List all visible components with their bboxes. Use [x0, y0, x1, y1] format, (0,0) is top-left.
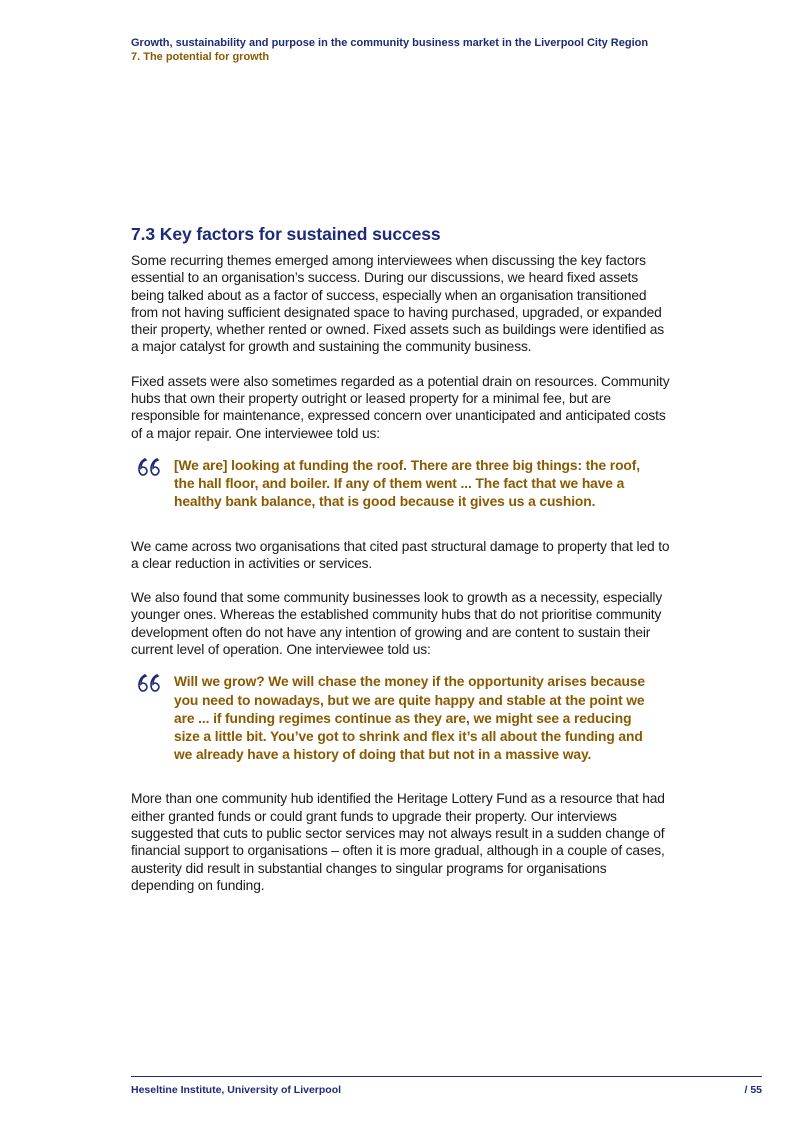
chapter-title: 7. The potential for growth [131, 51, 270, 63]
paragraph-5: More than one community hub identified the Heritage Lottery Fund as a resource that had either granted funds or could grant funds to upgrade their property. Our interviews suggested that cuts to public sector services may not always result in a sudden change of financial support to organisations – often it is more gradual, although in a couple of cases, austerity did result in substantial changes to singular programs for organisations depending on funding. [131, 791, 665, 893]
page-number: / 55 [744, 1084, 762, 1096]
pull-quote-1 [131, 457, 654, 512]
running-header [131, 36, 751, 64]
quote-marks-icon [136, 673, 162, 693]
document-title: Growth, sustainability and purpose in the community business market in the Liverpool City Region [131, 37, 649, 49]
pull-quote-2 [131, 673, 654, 764]
paragraph-3: We came across two organisations that cited past structural damage to property that led to a clear reduction in activities or services. [131, 538, 670, 571]
footer-divider [131, 1076, 762, 1077]
paragraph-2: Fixed assets were also sometimes regarded as a potential drain on resources. Community hubs that own their property outright or leased property for a minimal fee, but are responsible for maintenance, expressed concern over unanticipated and anticipated costs of a major repair. One interviewee told us: [131, 373, 670, 441]
paragraph-4: We also found that some community businesses look to growth as a necessity, especially younger ones. Whereas the established community hubs that do not prioritise community development often do not have any intention of growing and are content to sustain their current level of operation. One interviewee told us: [131, 590, 663, 658]
section-heading: 7.3 Key factors for sustained success [131, 224, 441, 244]
paragraph-1: Some recurring themes emerged among interviewees when discussing the key factors essential to an organisation’s success. During our discussions, we heard fixed assets being talked about as a factor of success, especially when an organisation transitioned from not having sufficient designated space to having purchased, upgraded, or expanded their property, whether rented or owned. Fixed assets such as buildings were identified as a major catalyst for growth and sustaining the community business. [131, 253, 665, 355]
section-body [131, 252, 671, 911]
footer-institution: Heseltine Institute, University of Liverpool [131, 1084, 342, 1096]
quote-marks-icon [136, 457, 162, 477]
quote-text: [We are] looking at funding the roof. There are three big things: the roof, the hall floor, and boiler. If any of them went ... The fact that we have a healthy bank balance, that is good because it gives us a cushion. [174, 457, 640, 510]
quote-text: Will we grow? We will chase the money if the opportunity arises because you need to nowadays, but we are quite happy and stable at the point we are ... if funding regimes continue as they are, we might see a reducing size a little bit. You’ve got to shrink and flex it’s all about the funding and we already have a history of doing that but not in a massive way. [174, 674, 645, 763]
